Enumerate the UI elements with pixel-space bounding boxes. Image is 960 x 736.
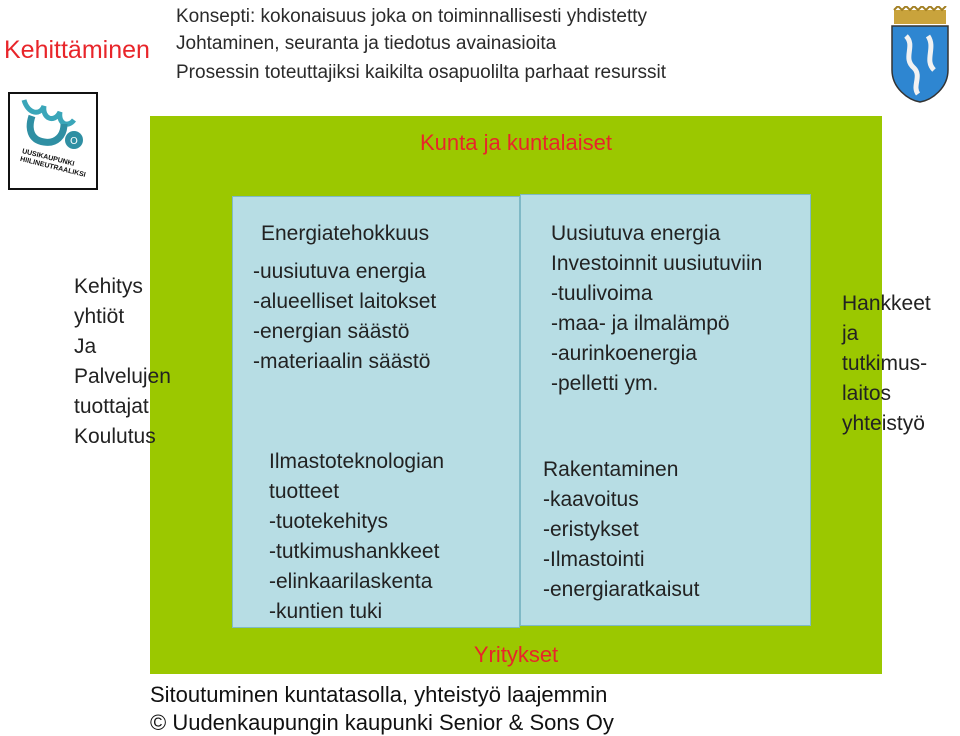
side-left-line: tuottajat — [74, 395, 149, 418]
construction-block — [543, 455, 699, 605]
side-left-line: Koulutus — [74, 425, 156, 448]
municipality-label: Kunta ja kuntalaiset — [419, 130, 613, 155]
renewable-energy-line: -aurinkoenergia — [551, 342, 697, 365]
uusikaupunki-logo — [8, 92, 98, 190]
energy-efficiency-item: -energian säästö — [253, 320, 410, 343]
concept-line-3: Prosessin toteuttajiksi kaikilta osapuolilta parhaat resurssit — [176, 62, 667, 83]
side-right-line: ja — [842, 322, 859, 345]
panel-right — [520, 194, 811, 626]
energy-efficiency-block — [253, 219, 437, 377]
construction-line: -kaavoitus — [543, 488, 639, 511]
energy-efficiency-title: Energiatehokkuus — [261, 222, 430, 245]
construction-line: -eristykset — [543, 518, 639, 541]
climate-technology-line: -tuotekehitys — [269, 510, 389, 533]
energy-efficiency-item: -alueelliset laitokset — [253, 290, 437, 313]
construction-line: -Ilmastointi — [543, 548, 645, 571]
climate-technology-line: -elinkaarilaskenta — [269, 570, 433, 593]
climate-technology-line: tuotteet — [269, 480, 340, 503]
companies-label: Yritykset — [473, 642, 559, 667]
energy-efficiency-item: -materiaalin säästö — [253, 350, 431, 373]
svg-text:O: O — [70, 136, 78, 147]
construction-line: Rakentaminen — [543, 458, 679, 481]
climate-technology-line: -tutkimushankkeet — [269, 540, 440, 563]
side-left-line: Kehitys — [74, 275, 143, 298]
panel-left — [232, 196, 520, 628]
coat-of-arms-icon — [888, 6, 952, 104]
construction-line: -energiaratkaisut — [543, 578, 700, 601]
climate-technology-line: -kuntien tuki — [269, 600, 383, 623]
logo-text: UUSIKAUPUNKI HIILINEUTRAALIKSI — [19, 148, 87, 179]
energy-efficiency-item: -uusiutuva energia — [253, 260, 426, 283]
development-companies-label — [74, 272, 171, 452]
side-left-line: Ja — [74, 335, 97, 358]
concept-line-1: Konsepti: kokonaisuus joka on toiminnallisesti yhdistetty — [176, 6, 648, 27]
concept-line-2: Johtaminen, seuranta ja tiedotus avainasioita — [176, 33, 557, 54]
side-left-line: yhtiöt — [74, 305, 125, 328]
renewable-energy-line: -maa- ja ilmalämpö — [551, 312, 730, 335]
copyright-footer: © Uudenkaupungin kaupunki Senior & Sons Oy — [150, 710, 614, 735]
side-right-line: laitos — [842, 382, 892, 405]
renewable-energy-line: -pelletti ym. — [551, 372, 659, 395]
renewable-energy-block — [551, 219, 762, 399]
side-left-line: Palvelujen — [74, 365, 171, 388]
renewable-energy-line: Investoinnit uusiutuviin — [551, 252, 763, 275]
renewable-energy-line: Uusiutuva energia — [551, 222, 721, 245]
climate-technology-block — [269, 447, 444, 627]
side-right-line: tutkimus- — [842, 352, 928, 375]
side-right-line: yhteistyö — [842, 412, 925, 435]
commitment-footer: Sitoutuminen kuntatasolla, yhteistyö laajemmin — [150, 682, 608, 707]
climate-technology-line: Ilmastoteknologian — [269, 450, 445, 473]
page-title: Kehittäminen — [4, 36, 150, 64]
projects-research-label — [842, 289, 931, 439]
renewable-energy-line: -tuulivoima — [551, 282, 653, 305]
side-right-line: Hankkeet — [842, 292, 931, 315]
